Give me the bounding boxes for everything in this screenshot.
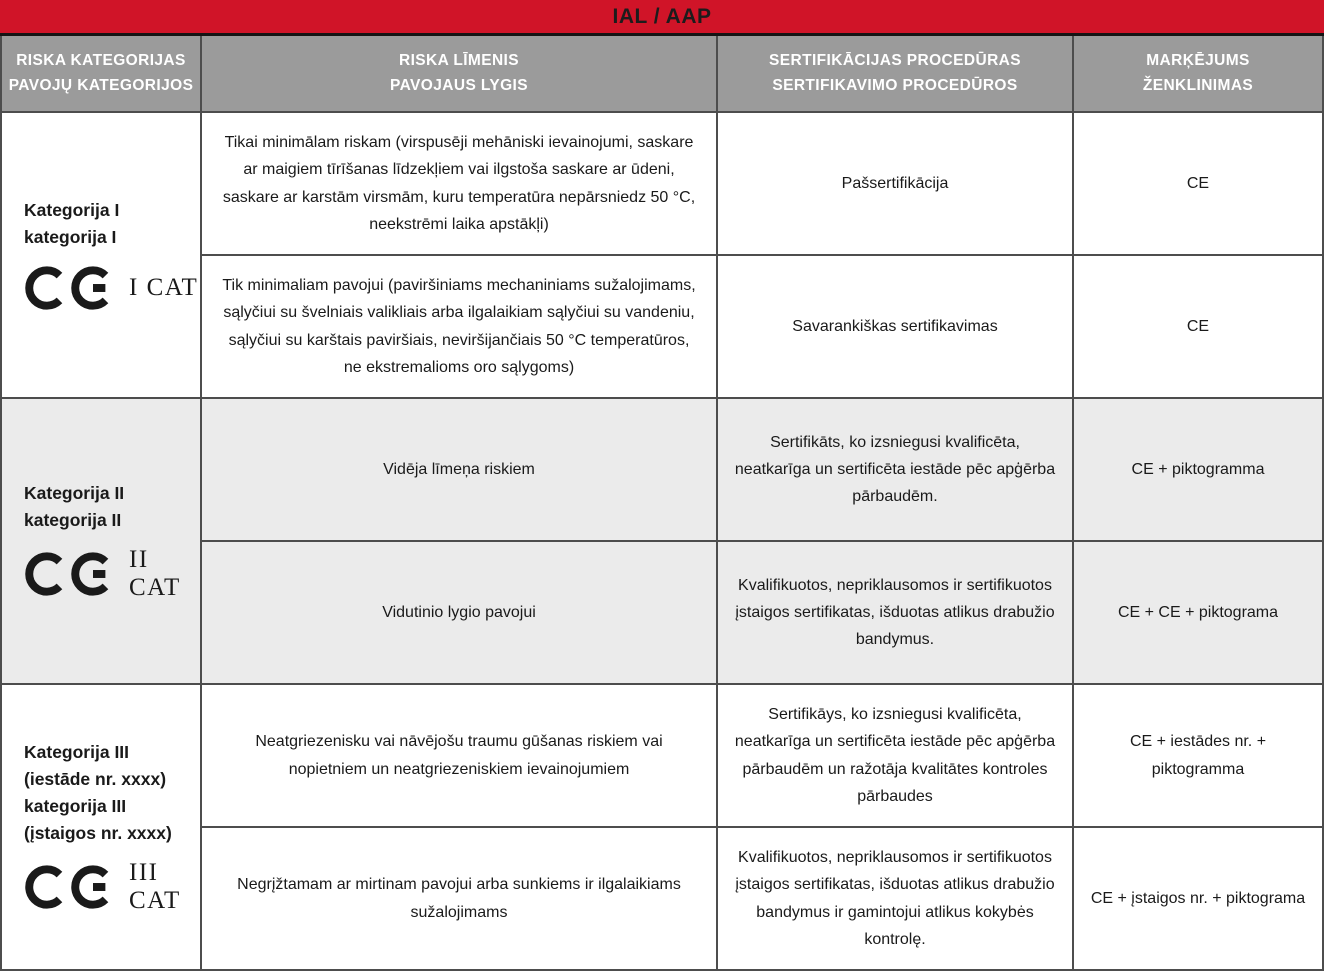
ce-mark-icon [24, 263, 116, 313]
ce-mark-row [24, 859, 200, 915]
category-label: Kategorija II [24, 482, 125, 503]
category-cat-label: II CAT [129, 546, 181, 602]
category-cell-1 [2, 113, 200, 397]
category-label: kategorija I [24, 227, 117, 247]
marking-cell-2a: CE + piktogramma [1074, 399, 1322, 540]
category-label: Kategorija III [24, 741, 130, 762]
marking-cell-2b: CE + CE + piktograma [1074, 542, 1322, 683]
header-marking [1074, 36, 1322, 111]
marking-cell-3a: CE + iestādes nr. + piktogramma [1074, 685, 1322, 826]
header-line: PAVOJŲ KATEGORIJOS [8, 76, 194, 94]
certification-cell-3a: Sertifikāys, ko izsniegusi kvalificēta, neatkarīga un sertificēta iestāde pēc apģērba pārbaudēm un ražotāja kvalitātes kontroles pārbaudes [718, 685, 1072, 826]
header-line: RISKA LĪMENIS [398, 52, 520, 70]
header-risk-level [202, 36, 716, 111]
ce-mark-icon [24, 862, 116, 912]
header-line: PAVOJAUS LYGIS [390, 76, 528, 94]
certification-cell-3b: Kvalifikuotos, nepriklausomos ir sertifikuotos įstaigos sertifikatas, išduotas atlikus drabužio bandymus ir gamintojui atlikus kokybės kontrolę. [718, 828, 1072, 969]
risk-cell-1a: Tikai minimālam riskam (virspusēji mehāniski ievainojumi, saskare ar maigiem tīrīšanas līdzekļiem vai ilgstoša saskare ar ūdeni, saskare ar karstām virsmām, kuru temperatūra nepārsniedz 50 °C, neekstrēmi laika apstākļi) [202, 113, 716, 254]
category-label: (įstaigos nr. xxxx) [24, 823, 172, 844]
category-cell-3 [2, 685, 200, 969]
category-label: Kategorija I [24, 199, 120, 220]
certification-cell-1a: Pašsertifikācija [718, 113, 1072, 254]
ce-mark-icon [24, 549, 116, 599]
certification-cell-2a: Sertifikāts, ko izsniegusi kvalificēta, neatkarīga un sertificēta iestāde pēc apģērba pārbaudēm. [718, 399, 1072, 540]
ce-mark-row [24, 546, 200, 602]
risk-cell-2a: Vidēja līmeņa riskiem [202, 399, 716, 540]
header-risk-category [2, 36, 200, 111]
certification-cell-2b: Kvalifikuotos, nepriklausomos ir sertifikuotos įstaigos sertifikatas, išduotas atlikus drabužio bandymus. [718, 542, 1072, 683]
category-table [0, 36, 1324, 971]
category-cell-2 [2, 399, 200, 683]
marking-cell-1b: CE [1074, 256, 1322, 397]
category-cat-label: I CAT [129, 274, 199, 302]
marking-cell-3b: CE + įstaigos nr. + piktograma [1074, 828, 1322, 969]
certification-cell-1b: Savarankiškas sertifikavimas [718, 256, 1072, 397]
marking-cell-1a: CE [1074, 113, 1322, 254]
category-label: kategorija II [24, 510, 122, 530]
header-line: MARĶĒJUMS [1146, 52, 1250, 70]
category-cat-label: III CAT [129, 859, 181, 915]
risk-cell-3b: Negrįžtamam ar mirtinam pavojui arba sunkiems ir ilgalaikiams sužalojimams [202, 828, 716, 969]
category-label: (iestāde nr. xxxx) [24, 768, 167, 789]
header-line: SERTIFIKAVIMO PROCEDŪROS [772, 76, 1018, 94]
risk-cell-2b: Vidutinio lygio pavojui [202, 542, 716, 683]
header-line: SERTIFIKĀCIJAS PROCEDŪRAS [769, 52, 1021, 70]
header-certification-procedures [718, 36, 1072, 111]
header-line: RISKA KATEGORIJAS [16, 52, 186, 70]
risk-cell-1b: Tik minimaliam pavojui (paviršiniams mechaniniams sužalojimams, sąlyčiui su švelniais valikliais arba ilgalaikiam sąlyčiui su vandeniu, sąlyčiui su karštais paviršiais, neviršijančiais 50 °C temperatūros, ne ekstremalioms oro sąlygoms) [202, 256, 716, 397]
ce-mark-row [24, 263, 200, 313]
risk-cell-3a: Neatgriezenisku vai nāvējošu traumu gūšanas riskiem vai nopietniem un neatgriezeniskiem ievainojumiem [202, 685, 716, 826]
header-line: ŽENKLINIMAS [1142, 76, 1254, 94]
table-title-bar [0, 0, 1324, 36]
category-label: kategorija III [24, 796, 127, 816]
page-title: IAL / AAP [612, 4, 712, 28]
